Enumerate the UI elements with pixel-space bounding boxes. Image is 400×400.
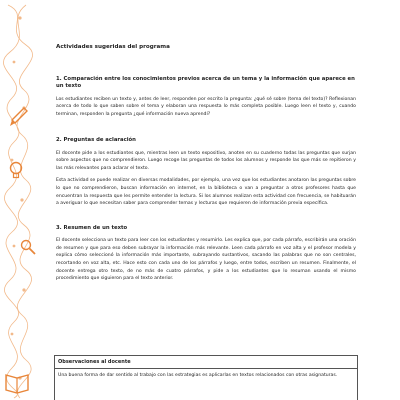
observations-heading: Observaciones al docente xyxy=(55,356,357,369)
section-1-heading: 1. Comparación entre los conocimientos previos acerca de un tema y la información que aparece en un texto xyxy=(56,76,355,90)
lightbulb-icon xyxy=(11,163,22,178)
section-2-paragraph-1: El docente pide a los estudiantes que, mientras leen un texto expositivo, anoten en su cuaderno todas las preguntas que surjan sobre aspectos que no comprendieron. Luego recoge las preguntas de todos los alumnos y responde las que más se repitieron y las más relevantes para aclarar el texto. xyxy=(56,150,356,171)
section-1-paragraph-1: Los estudiantes reciben un texto y, antes de leer, responden por escrito la pregunta: ¿qué sé sobre (tema del texto)? Reflexionan acerca de todo lo que saben sobre el tema y elaboran una respuesta lo más completa posible. Luego leen el texto y, cuando terminan, responden la pregunta ¿qué información nueva aprendí? xyxy=(56,96,356,117)
section-3-heading: 3. Resumen de un texto xyxy=(56,224,128,231)
page-title: Actividades sugeridas del programa xyxy=(56,44,170,50)
document-body xyxy=(56,44,356,288)
section-3-paragraph-1: El docente selecciona un texto para leer con los estudiantes y resumirlo. Les explica que, por cada párrafo, escribirán una oración de resumen y que para eso deben subrayar la información más relevante. Leen cada párrafo en voz alta y el profesor modela y explica cómo seleccionó la información más importante, subrayando sustantivos, sacando las palabras que no son centrales, recortando en voz alta, etc. Hace esto con cada uno de los párrafos y luego, entre todos, escriben un resumen. Finalmente, el docente entrega otro texto, de no más de cuatro párrafos, y pide a los estudiantes que lo resuman usando el mismo procedimiento que siguieron para el texto anterior. xyxy=(56,238,356,282)
magnifier-icon xyxy=(22,241,36,255)
section-2-heading: 2. Preguntas de aclaración xyxy=(56,137,136,144)
decorative-margin xyxy=(0,0,42,400)
observations-text: Una buena forma de dar sentido al trabajo con las estrategias es aplicarlas en textos relacionados con otras asignaturas. xyxy=(58,373,338,378)
observations-box xyxy=(54,355,358,400)
section-2-paragraph-2: Esta actividad se puede realizar en diversas modalidades, por ejemplo, una vez que los estudiantes anotaron las preguntas sobre lo que no comprendieron, buscan información en internet, en la biblioteca o van a preguntar a otros profesores hasta que encuentran la respuesta que les permite entender la lectura. Si los alumnos realizan esta actividad con frecuencia, se habituarán a averiguar lo que necesitan saber para comprender temas y lecturas que requieren de información previa específica. xyxy=(56,178,356,207)
